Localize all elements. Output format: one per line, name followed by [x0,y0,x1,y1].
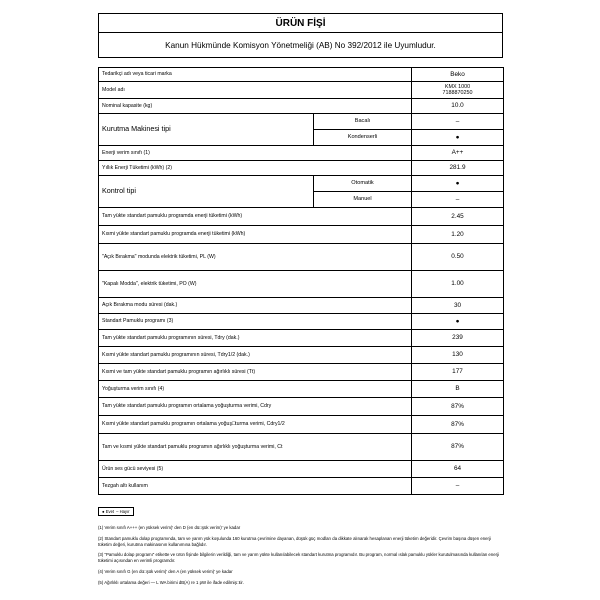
model-code: 7188870250 [442,90,473,96]
row-value: – [412,192,504,208]
table-row [99,114,504,130]
table-row [99,330,504,347]
row-label: Tezgah altı kullanım [99,478,412,495]
footnotes [98,525,503,586]
model-name: KMX 1000 [444,83,471,90]
row-value: 0.50 [412,244,504,271]
row-value: B [412,381,504,398]
table-row [99,208,504,226]
row-label: Kısmi ve tam yükte standart pamuklu programın ağırlıklı süresi (Tt) [99,364,412,381]
row-label: Tam yükte standart pamuklu programının süresi, Tdry (dak.) [99,330,412,347]
row-value: A++ [412,146,504,161]
row-value: 87% [412,434,504,461]
table-row [99,364,504,381]
row-label: Tedarikçi adı veya ticari marka [99,68,412,82]
table-row [99,271,504,298]
row-value: 87% [412,416,504,434]
table-row [99,434,504,461]
table-row [99,347,504,364]
legend-box [98,507,134,516]
row-label: Standart Pamuklu programı (3) [99,314,412,330]
row-value: Beko [412,68,504,82]
table-row [99,461,504,478]
table-row [99,244,504,271]
row-label: Ürün ses gücü seviyesi (5) [99,461,412,478]
regulation-subtitle: Kanun Hükmünde Komisyon Yönetmeliği (AB) No 392/2012 ile Uyumludur. [98,33,503,58]
table-row [99,226,504,244]
product-sheet [98,13,503,591]
row-value: 64 [412,461,504,478]
table-row [99,298,504,314]
footnote: (2) Standart pamuklu dolap programında, tam ve yarım yük koşulunda 160 kurutma çevrimine dayanan, düşük güç modları da dikkate alınarak hesaplanan enerji tüketim değeridir. Çevrim başına düşen enerji tüketim değeri, kurutma makinasının kullanımına bağlıdır. [98,535,491,547]
row-label: Tam ve kısmi yükte standart pamuklu programın ağırlıklı yoğuşturma verimi, Ct [99,434,412,461]
legend-yes: ● Evet [102,509,115,514]
legend-no: – Hayır [116,509,130,514]
row-value: 1.20 [412,226,504,244]
option-label: Bacalı [314,114,412,130]
row-value [412,82,504,99]
row-value: ● [412,130,504,146]
row-value: 177 [412,364,504,381]
row-value: ● [412,176,504,192]
row-value: 239 [412,330,504,347]
table-row [99,161,504,176]
footnote: (5) Ağırlıklı ortalama değeri — L WA birimi dB(A) re 1 pW ile ifade edilmiş□tir. [98,579,244,585]
row-label: Tam yükte standart pamuklu programda enerji tüketimi (kWh) [99,208,412,226]
row-value: 10.0 [412,99,504,114]
spec-table [98,67,504,495]
table-row [99,478,504,495]
row-label: Tam yükte standart pamuklu programın ortalama yoğuşturma verimi, Cdry [99,398,412,416]
row-label: Kurutma Makinesi tipi [99,114,314,146]
row-label: "Açık Bırakma" modunda elektrik tüketimi, PL (W) [99,244,412,271]
table-row [99,146,504,161]
row-value: 87% [412,398,504,416]
option-label: Kondenserli [314,130,412,146]
row-value: 281.9 [412,161,504,176]
row-label: Yıllık Enerji Tüketimi (kWh) (2) [99,161,412,176]
row-value: – [412,478,504,495]
footnote: (4) Verim sınıfı G (en dü□şük verim)' den A (en yüksek verim)' ye kadar [98,568,233,574]
option-label: Manuel [314,192,412,208]
row-label: Model adı [99,82,412,99]
row-value: 2.45 [412,208,504,226]
table-row [99,314,504,330]
row-label: Kısmi yükte standart pamuklu programın ortalama yoğuş□turma verimi, Cdry1/2 [99,416,412,434]
table-row [99,416,504,434]
table-row [99,82,504,99]
row-value: – [412,114,504,130]
row-label: Kısmi yükte standart pamuklu programının süresi, Tdry1/2 (dak.) [99,347,412,364]
row-label: Yoğuşturma verim sınıfı (4) [99,381,412,398]
row-label: "Kapalı Modda", elektrik tüketimi, PO (W) [99,271,412,298]
row-label: Açık Bırakma modu süresi (dak.) [99,298,412,314]
row-value: 1.00 [412,271,504,298]
row-value: ● [412,314,504,330]
table-row [99,176,504,192]
row-value: 130 [412,347,504,364]
table-row [99,381,504,398]
footnote: (1) Verim sınıfı A+++ (en yüksek verim)' den D (en dü□şük verim)' ye kadar [98,525,241,530]
page-title: ÜRÜN FİŞİ [98,13,503,33]
row-value: 30 [412,298,504,314]
row-label: Nominal kapasite (kg) [99,99,412,114]
option-label: Otomatik [314,176,412,192]
table-row [99,99,504,114]
table-row [99,68,504,82]
footnote: (3) "Pamuklu dolap programı" etikette ve ürün fişinde bilgilerin verildiği, tam ve yarım yükte kullanılabilecek standart kurutma programıdır. Bu program, normal ıslak pamuklu yükler kurutulmasında kullanılan enerji tüketimi açısından en verimli programdır. [98,552,499,564]
row-label: Kısmi yükte standart pamuklu programda enerji tüketimi (kWh) [99,226,412,244]
table-row [99,398,504,416]
row-label: Enerji verim sınıfı (1) [99,146,412,161]
row-label: Kontrol tipi [99,176,314,208]
